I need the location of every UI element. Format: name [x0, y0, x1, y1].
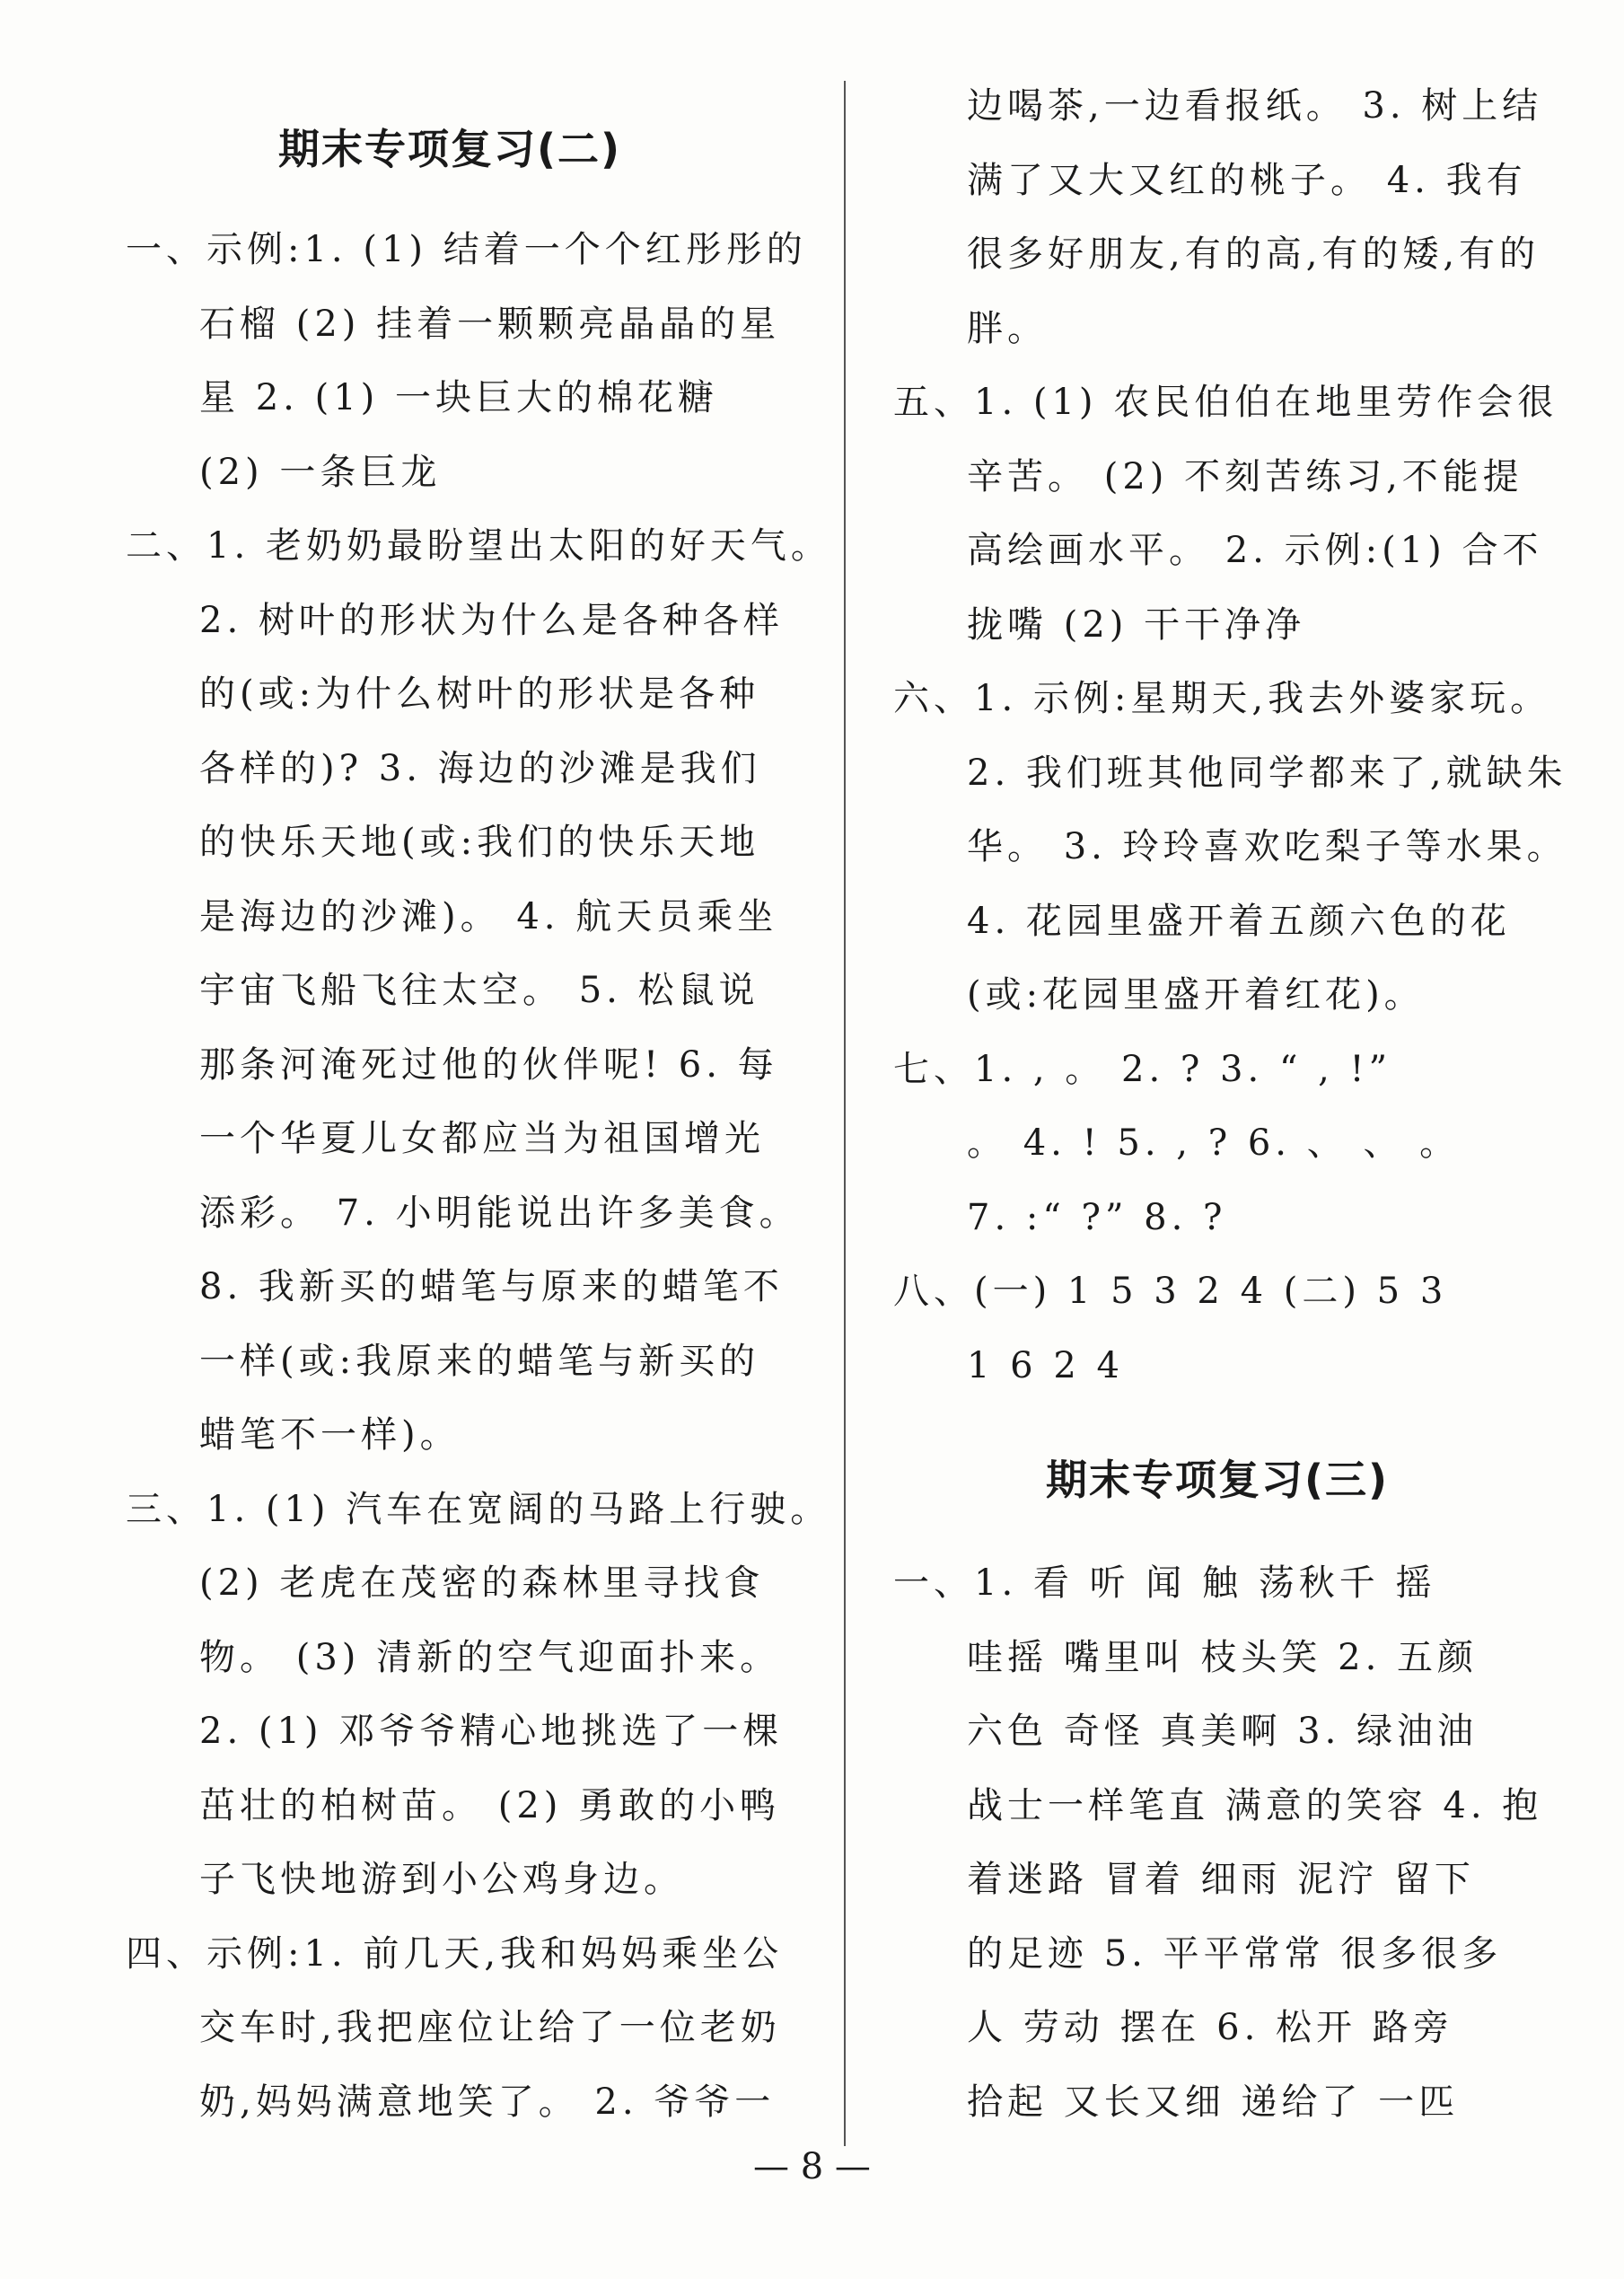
section-title-2: 期末专项复习(二)	[278, 125, 622, 173]
answer-line: 2. 树叶的形状为什么是各种各样	[199, 599, 784, 641]
answer-line: 边喝茶,一边看报纸。 3. 树上结	[967, 85, 1543, 127]
answer-line: 8. 我新买的蜡笔与原来的蜡笔不	[199, 1266, 784, 1307]
answer-line: (2) 老虎在茂密的森林里寻找食	[199, 1562, 765, 1604]
answer-line: 交车时,我把座位让给了一位老奶	[199, 2007, 781, 2048]
answer-line: 一、1. 看 听 闻 触 荡秋千 摇	[893, 1562, 1436, 1604]
answer-line: 添彩。 7. 小明能说出许多美食。	[199, 1192, 800, 1234]
answer-line: 高绘画水平。 2. 示例:(1) 合不	[967, 530, 1543, 571]
answer-line: 1 6 2 4	[967, 1344, 1124, 1386]
answer-line: 各样的)? 3. 海边的沙滩是我们	[199, 747, 761, 789]
answer-line: 宇宙飞船飞往太空。 5. 松鼠说	[199, 970, 759, 1011]
answer-line: 的(或:为什么树叶的形状是各种	[199, 673, 760, 715]
answer-line: 华。 3. 玲玲喜欢吃梨子等水果。	[967, 826, 1567, 867]
answer-line: 辛苦。 (2) 不刻苦练习,不能提	[967, 455, 1523, 497]
page-number: — 8 —	[753, 2146, 871, 2187]
answer-line: 茁壮的柏树苗。 (2) 勇敢的小鸭	[199, 1784, 781, 1826]
answer-line: 奶,妈妈满意地笑了。 2. 爷爷一	[199, 2081, 776, 2123]
answer-line: 的足迹 5. 平平常常 很多很多	[967, 1932, 1503, 1975]
answer-line: 五、1. (1) 农民伯伯在地里劳作会很	[893, 382, 1558, 423]
answer-line: 物。 (3) 清新的空气迎面扑来。	[199, 1636, 781, 1678]
answer-line: (2) 一条巨龙	[199, 451, 442, 493]
answer-line: 石榴 (2) 挂着一颗颗亮晶晶的星	[199, 303, 781, 345]
answer-line: 是海边的沙滩)。 4. 航天员乘坐	[199, 895, 778, 937]
answer-line: 战士一样笔直 满意的笑容 4. 抱	[967, 1784, 1543, 1826]
answer-line: 人 劳动 摆在 6. 松开 路旁	[967, 2007, 1453, 2048]
answer-line: 拢嘴 (2) 干干净净	[967, 603, 1306, 646]
answer-line: 2. (1) 邓爷爷精心地挑选了一棵	[199, 1711, 784, 1752]
answer-line: 着迷路 冒着 细雨 泥泞 留下	[967, 1859, 1475, 1900]
answer-line: (或:花园里盛开着红花)。	[967, 974, 1425, 1016]
answer-line: 子飞快地游到小公鸡身边。	[199, 1859, 684, 1900]
answer-line: 三、1. (1) 汽车在宽阔的马路上行驶。	[126, 1488, 831, 1530]
answer-line: 六、1. 示例:星期天,我去外婆家玩。	[893, 678, 1551, 719]
answer-line: 7. :“ ?” 8. ?	[967, 1196, 1227, 1238]
answer-line: 一、示例:1. (1) 结着一个个红彤彤的	[126, 229, 807, 270]
answer-line: 。 4. ! 5. , ? 6. 、 、 。	[967, 1122, 1461, 1164]
answer-line: 七、1. , 。 2. ? 3. “ , !”	[893, 1048, 1392, 1090]
answer-line: 的快乐天地(或:我们的快乐天地	[199, 822, 760, 863]
answer-line: 很多好朋友,有的高,有的矮,有的	[967, 233, 1541, 275]
answer-line: 哇摇 嘴里叫 枝头笑 2. 五颜	[967, 1636, 1479, 1678]
answer-line: 六色 奇怪 真美啊 3. 绿油油	[967, 1711, 1479, 1752]
answer-line: 满了又大又红的桃子。 4. 我有	[967, 159, 1527, 201]
answer-line: 一样(或:我原来的蜡笔与新买的	[199, 1340, 760, 1382]
answer-line: 四、示例:1. 前几天,我和妈妈乘坐公	[126, 1932, 784, 1975]
section-title-3: 期末专项复习(三)	[1046, 1456, 1390, 1504]
answer-line: 2. 我们班其他同学都来了,就缺朱	[967, 752, 1567, 794]
answer-line: 拾起 又长又细 递给了 一匹	[967, 2081, 1460, 2123]
answer-line: 星 2. (1) 一块巨大的棉花糖	[199, 377, 718, 418]
answer-line: 4. 花园里盛开着五颜六色的花	[967, 900, 1511, 942]
answer-line: 蜡笔不一样)。	[199, 1414, 461, 1456]
answer-line: 那条河淹死过他的伙伴呢! 6. 每	[199, 1043, 778, 1086]
column-divider	[844, 81, 846, 2146]
answer-line: 一个华夏儿女都应当为祖国增光	[199, 1118, 765, 1159]
answer-line: 八、(一) 1 5 3 2 4 (二) 5 3	[893, 1271, 1448, 1312]
answer-line: 胖。	[967, 307, 1048, 349]
answer-line: 二、1. 老奶奶最盼望出太阳的好天气。	[126, 525, 831, 567]
